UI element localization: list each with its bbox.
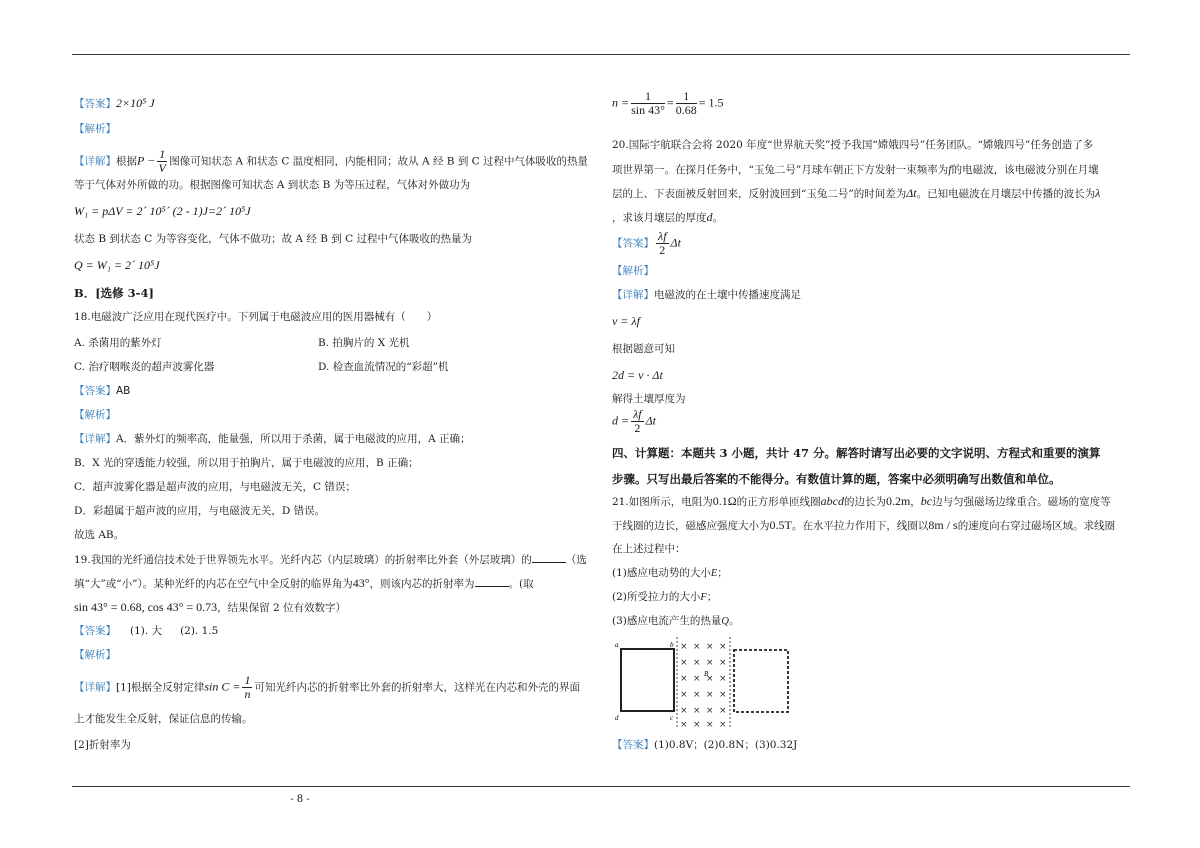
q19-answer-2: (2). 1.5 (180, 625, 219, 637)
field-cross-mark: × (719, 690, 727, 700)
text: 于线圈的边长，磁感应强度大小为 (612, 520, 770, 532)
q19-detail-line3: [2]折射率为 (74, 739, 131, 751)
label-field-B: B (704, 670, 709, 678)
header-rule (72, 54, 1130, 55)
text: 项世界第一。在探月任务中，“玉兔二号”月球车朝正下方发射一束频率为 (612, 164, 949, 176)
section-b-heading: B．[选修 3-4] (74, 286, 154, 300)
math-var: f (948, 162, 952, 176)
math-expr: P − (137, 153, 156, 168)
fraction (656, 230, 669, 257)
text: (1)感应电动势的大小 (612, 567, 711, 579)
frac-num: λf (658, 229, 667, 243)
field-cross-mark: × (680, 706, 688, 716)
answer-tag: 【答案】 (612, 739, 654, 751)
text: 边与匀强磁场边缘重合。磁场的宽度等 (932, 496, 1111, 508)
text: ， (910, 496, 921, 508)
text: 电磁波的在土壤中传播速度满足 (654, 289, 801, 301)
text: ，求该月壤层的厚度 (612, 212, 707, 224)
label-b: b (670, 641, 674, 649)
q17-analysis-tag: 【解析】 (74, 123, 116, 135)
field-cross-mark: × (680, 658, 688, 668)
answer-tag: 【答案】 (74, 385, 116, 397)
text: ； (717, 567, 728, 579)
q20-equation-1: v = λf (612, 314, 640, 328)
q20-stem-line4 (612, 210, 723, 225)
text: 。 (712, 212, 723, 224)
coil-square (621, 649, 674, 711)
q20-stem-line1: 20.国际宇航联合会将 2020 年度“世界航天奖”授予我国“嫦娥四号”任务团队。“嫦娥四号”任务创造了多 (612, 139, 1094, 151)
math-value: 0.5T (769, 518, 792, 532)
text: [1]根据全反射定律 (116, 681, 205, 694)
detail-tag: 【详解】 (612, 289, 654, 301)
math-expr: sin C = (204, 679, 241, 694)
text: 。 (728, 615, 740, 627)
q18-option-b: B. 拍胸片的 X 光机 (318, 337, 410, 349)
field-crosses (680, 642, 727, 728)
text: 。已知电磁波在月壤层中传播的波长为 (916, 188, 1096, 200)
field-cross-mark: × (719, 642, 727, 652)
q19-refraction-equation (612, 90, 723, 117)
text: 。在水平拉力作用下，线圈以 (791, 520, 929, 532)
q18-detail-c: C．超声波雾化器是超声波的应用，与电磁波无关，C 错误； (74, 481, 356, 493)
field-cross-mark: × (706, 658, 714, 668)
answer-tag: 【答案】 (74, 98, 116, 110)
q18-answer (74, 384, 130, 398)
field-cross-mark: × (719, 720, 727, 728)
q20-equation-2: 2d = v · Δt (612, 368, 663, 382)
field-cross-mark: × (693, 720, 701, 728)
blank-1 (532, 552, 566, 563)
label-c: c (670, 714, 674, 722)
q19-answer-1: (1). 大 (130, 625, 163, 637)
field-cross-mark: × (680, 642, 688, 652)
math-var: d (706, 210, 713, 224)
math-var: E (710, 568, 718, 579)
frac-num: 1 (676, 90, 697, 104)
field-cross-mark: × (693, 706, 701, 716)
text: （选 (565, 554, 587, 566)
field-cross-mark: × (680, 720, 688, 728)
q17-equation-2: Q = W₁ = 2´ 10⁵J (74, 258, 160, 272)
q18-conclusion: 故选 AB。 (74, 529, 125, 541)
q18-stem: 18.电磁波广泛应用在现代医疗中。下列属于电磁波应用的医用器械有（ ） (74, 311, 438, 323)
field-cross-mark: × (719, 674, 727, 684)
q18-detail-b: B．X 光的穿透能力较强，所以用于拍胸片，属于电磁波的应用，B 正确； (74, 457, 419, 469)
text: 21.如图所示，电阻为 (612, 496, 713, 508)
q21-stem-line3: 在上述过程中： (612, 543, 686, 555)
text: ，结果保留 2 位有效数字） (217, 602, 346, 614)
text: ，则该内芯的折射率为 (369, 578, 475, 590)
blank-2 (475, 576, 509, 587)
math-expr: sin 43° = 0.68, cos 43° = 0.73 (74, 600, 218, 614)
math-var: abcd (820, 494, 844, 508)
math-angle: 43° (352, 576, 370, 590)
dashed-coil-position (734, 650, 788, 712)
q19-detail-line2: 上才能发生全反射，保证信息的传输。 (74, 713, 253, 725)
q18-option-a: A. 杀菌用的紫外灯 (74, 337, 162, 349)
field-cross-mark: × (706, 720, 714, 728)
field-cross-mark: × (706, 706, 714, 716)
text: 填“大”或“小”）。某种光纤的内芯在空气中全反射的临界角为 (74, 578, 353, 590)
q18-answer-value: AB (116, 385, 131, 397)
q19-detail-line1 (74, 674, 580, 701)
text: A．紫外灯的频率高，能量强，所以用于杀菌，属于电磁波的应用，A 正确； (116, 433, 471, 445)
page-number: - 8 - (290, 794, 310, 805)
q21-question-3 (612, 614, 739, 629)
math-text: = 1.5 (698, 95, 724, 110)
field-cross-mark: × (693, 642, 701, 652)
fraction (631, 90, 665, 117)
label-a: a (615, 641, 619, 649)
q17-answer-value: 2×10⁵ J (116, 96, 155, 110)
q19-stem-line1 (74, 552, 587, 567)
field-cross-mark: × (680, 690, 688, 700)
q21-answer-value: (1)0.8V；(2)0.8N；(3)0.32J (654, 739, 798, 751)
fraction (157, 148, 167, 175)
q19-analysis-tag: 【解析】 (74, 649, 116, 661)
fraction (242, 674, 252, 701)
frac-num: λf (633, 407, 642, 421)
frac-den: V (158, 161, 166, 175)
q18-option-c: C. 治疗咽喉炎的超声波雾化器 (74, 361, 215, 373)
fraction (676, 90, 697, 117)
q21-answer (612, 738, 797, 752)
answer-tag: 【答案】 (74, 625, 116, 637)
q17-detail-line2: 等于气体对外所做的功。根据图像可知状态 A 到状态 B 为等压过程，气体对外做功为 (74, 179, 471, 191)
math-text: d = (612, 413, 630, 428)
text: 的边长为 (843, 496, 886, 508)
q20-detail-line3: 解得土壤厚度为 (612, 393, 686, 405)
text: 层的上、下表面被反射回来，反射波回到“玉兔二号”的时间差为 (612, 188, 907, 200)
q18-analysis-tag: 【解析】 (74, 409, 116, 421)
q18-detail-a (74, 432, 471, 446)
detail-tag: 【详解】 (74, 155, 116, 168)
q19-stem-line3 (74, 600, 346, 615)
detail-tag: 【详解】 (74, 681, 116, 694)
frac-den: 0.68 (675, 103, 697, 117)
q21-question-1 (612, 566, 728, 581)
field-cross-mark: × (693, 658, 701, 668)
fraction (631, 408, 644, 435)
text: ； (706, 591, 718, 603)
q20-stem-line3 (612, 186, 1100, 201)
q21-question-2 (612, 590, 717, 605)
answer-tag: 【答案】 (612, 237, 654, 250)
section-4-heading-line1: 四、计算题：本题共 3 小题，共计 47 分。解答时请写出必要的文字说明、方程式和重要的演算 (612, 446, 1101, 460)
q18-option-d: D. 检查血流情况的“彩超”机 (318, 361, 449, 373)
q20-answer (612, 230, 681, 257)
q17-equation-1: W₁ = pΔV = 2´ 10⁵´ (2 - 1)J=2´ 10⁵J (74, 204, 251, 218)
field-cross-mark: × (706, 642, 714, 652)
text: (2)所受拉力的大小 (612, 591, 701, 603)
math-text: n = (612, 95, 630, 110)
q17-answer (74, 96, 155, 111)
text: 的电磁波，该电磁波分别在月壤 (951, 164, 1099, 176)
footer-rule (72, 786, 1130, 787)
text: 可知光纤内芯的折射率比外套的折射率大，这样光在内芯和外壳的界面 (254, 681, 580, 694)
field-cross-mark: × (719, 658, 727, 668)
q17-detail-line1 (74, 148, 588, 175)
math-var: Q (721, 616, 729, 627)
frac-num: 1 (244, 673, 251, 687)
math-value: 0.2m (885, 494, 911, 508)
q20-stem-line2 (612, 162, 1099, 177)
text: (3)感应电流产生的热量 (612, 615, 722, 627)
frac-den: n (244, 687, 251, 701)
q20-analysis-tag: 【解析】 (612, 265, 654, 277)
math-var: F (700, 592, 707, 603)
frac-den: sin 43° (631, 103, 665, 117)
text: 的正方形单匝线圈 (736, 496, 821, 508)
frac-den: 2 (634, 421, 641, 435)
q18-detail-d: D．彩超属于超声波的应用，与电磁波无关，D 错误。 (74, 505, 326, 517)
text: 。(取 (508, 578, 534, 590)
math-text: = (666, 95, 674, 110)
q19-answer (74, 624, 218, 638)
label-d: d (615, 714, 619, 722)
text: 根据 (116, 155, 137, 168)
math-var: λ (1095, 186, 1101, 200)
section-4-heading-line2: 步骤。只写出最后答案的不能得分。有数值计算的题，答案中必须明确写出数值和单位。 (612, 472, 1061, 486)
math-var: Δt (645, 413, 657, 428)
math-var: Δt (670, 235, 681, 250)
q20-detail-line2: 根据题意可知 (612, 343, 675, 355)
field-cross-mark: × (693, 674, 701, 684)
frac-num: 1 (159, 147, 166, 161)
q21-stem-line2 (612, 518, 1115, 533)
math-value: 8m / s (928, 518, 958, 532)
frac-den: 2 (659, 243, 666, 257)
q20-detail-line1 (612, 288, 801, 302)
field-cross-mark: × (680, 674, 688, 684)
text: 19.我国的光纤通信技术处于世界领先水平。光纤内芯（内层玻璃）的折射率比外套（外层玻璃）的 (74, 554, 532, 566)
q19-stem-line2 (74, 576, 534, 591)
q21-stem-line1 (612, 494, 1111, 509)
frac-num: 1 (631, 90, 665, 104)
math-var: Δt (906, 186, 917, 200)
field-cross-mark: × (706, 674, 714, 684)
math-var: bc (920, 494, 933, 508)
field-cross-mark: × (706, 690, 714, 700)
q17-detail-line3: 状态 B 到状态 C 为等容变化，气体不做功；故 A 经 B 到 C 过程中气体吸收的热量为 (74, 233, 472, 245)
field-cross-mark: × (719, 706, 727, 716)
coil-magnetic-field-figure (612, 636, 798, 728)
text: 图像可知状态 A 和状态 C 温度相同，内能相同；故从 A 经 B 到 C 过程中气体吸收的热量 (169, 155, 589, 168)
detail-tag: 【详解】 (74, 433, 116, 445)
text: 的速度向右穿过磁场区域。求线圈 (957, 520, 1116, 532)
field-cross-mark: × (693, 690, 701, 700)
q20-equation-3 (612, 408, 656, 435)
math-value: 0.1Ω (712, 494, 737, 508)
